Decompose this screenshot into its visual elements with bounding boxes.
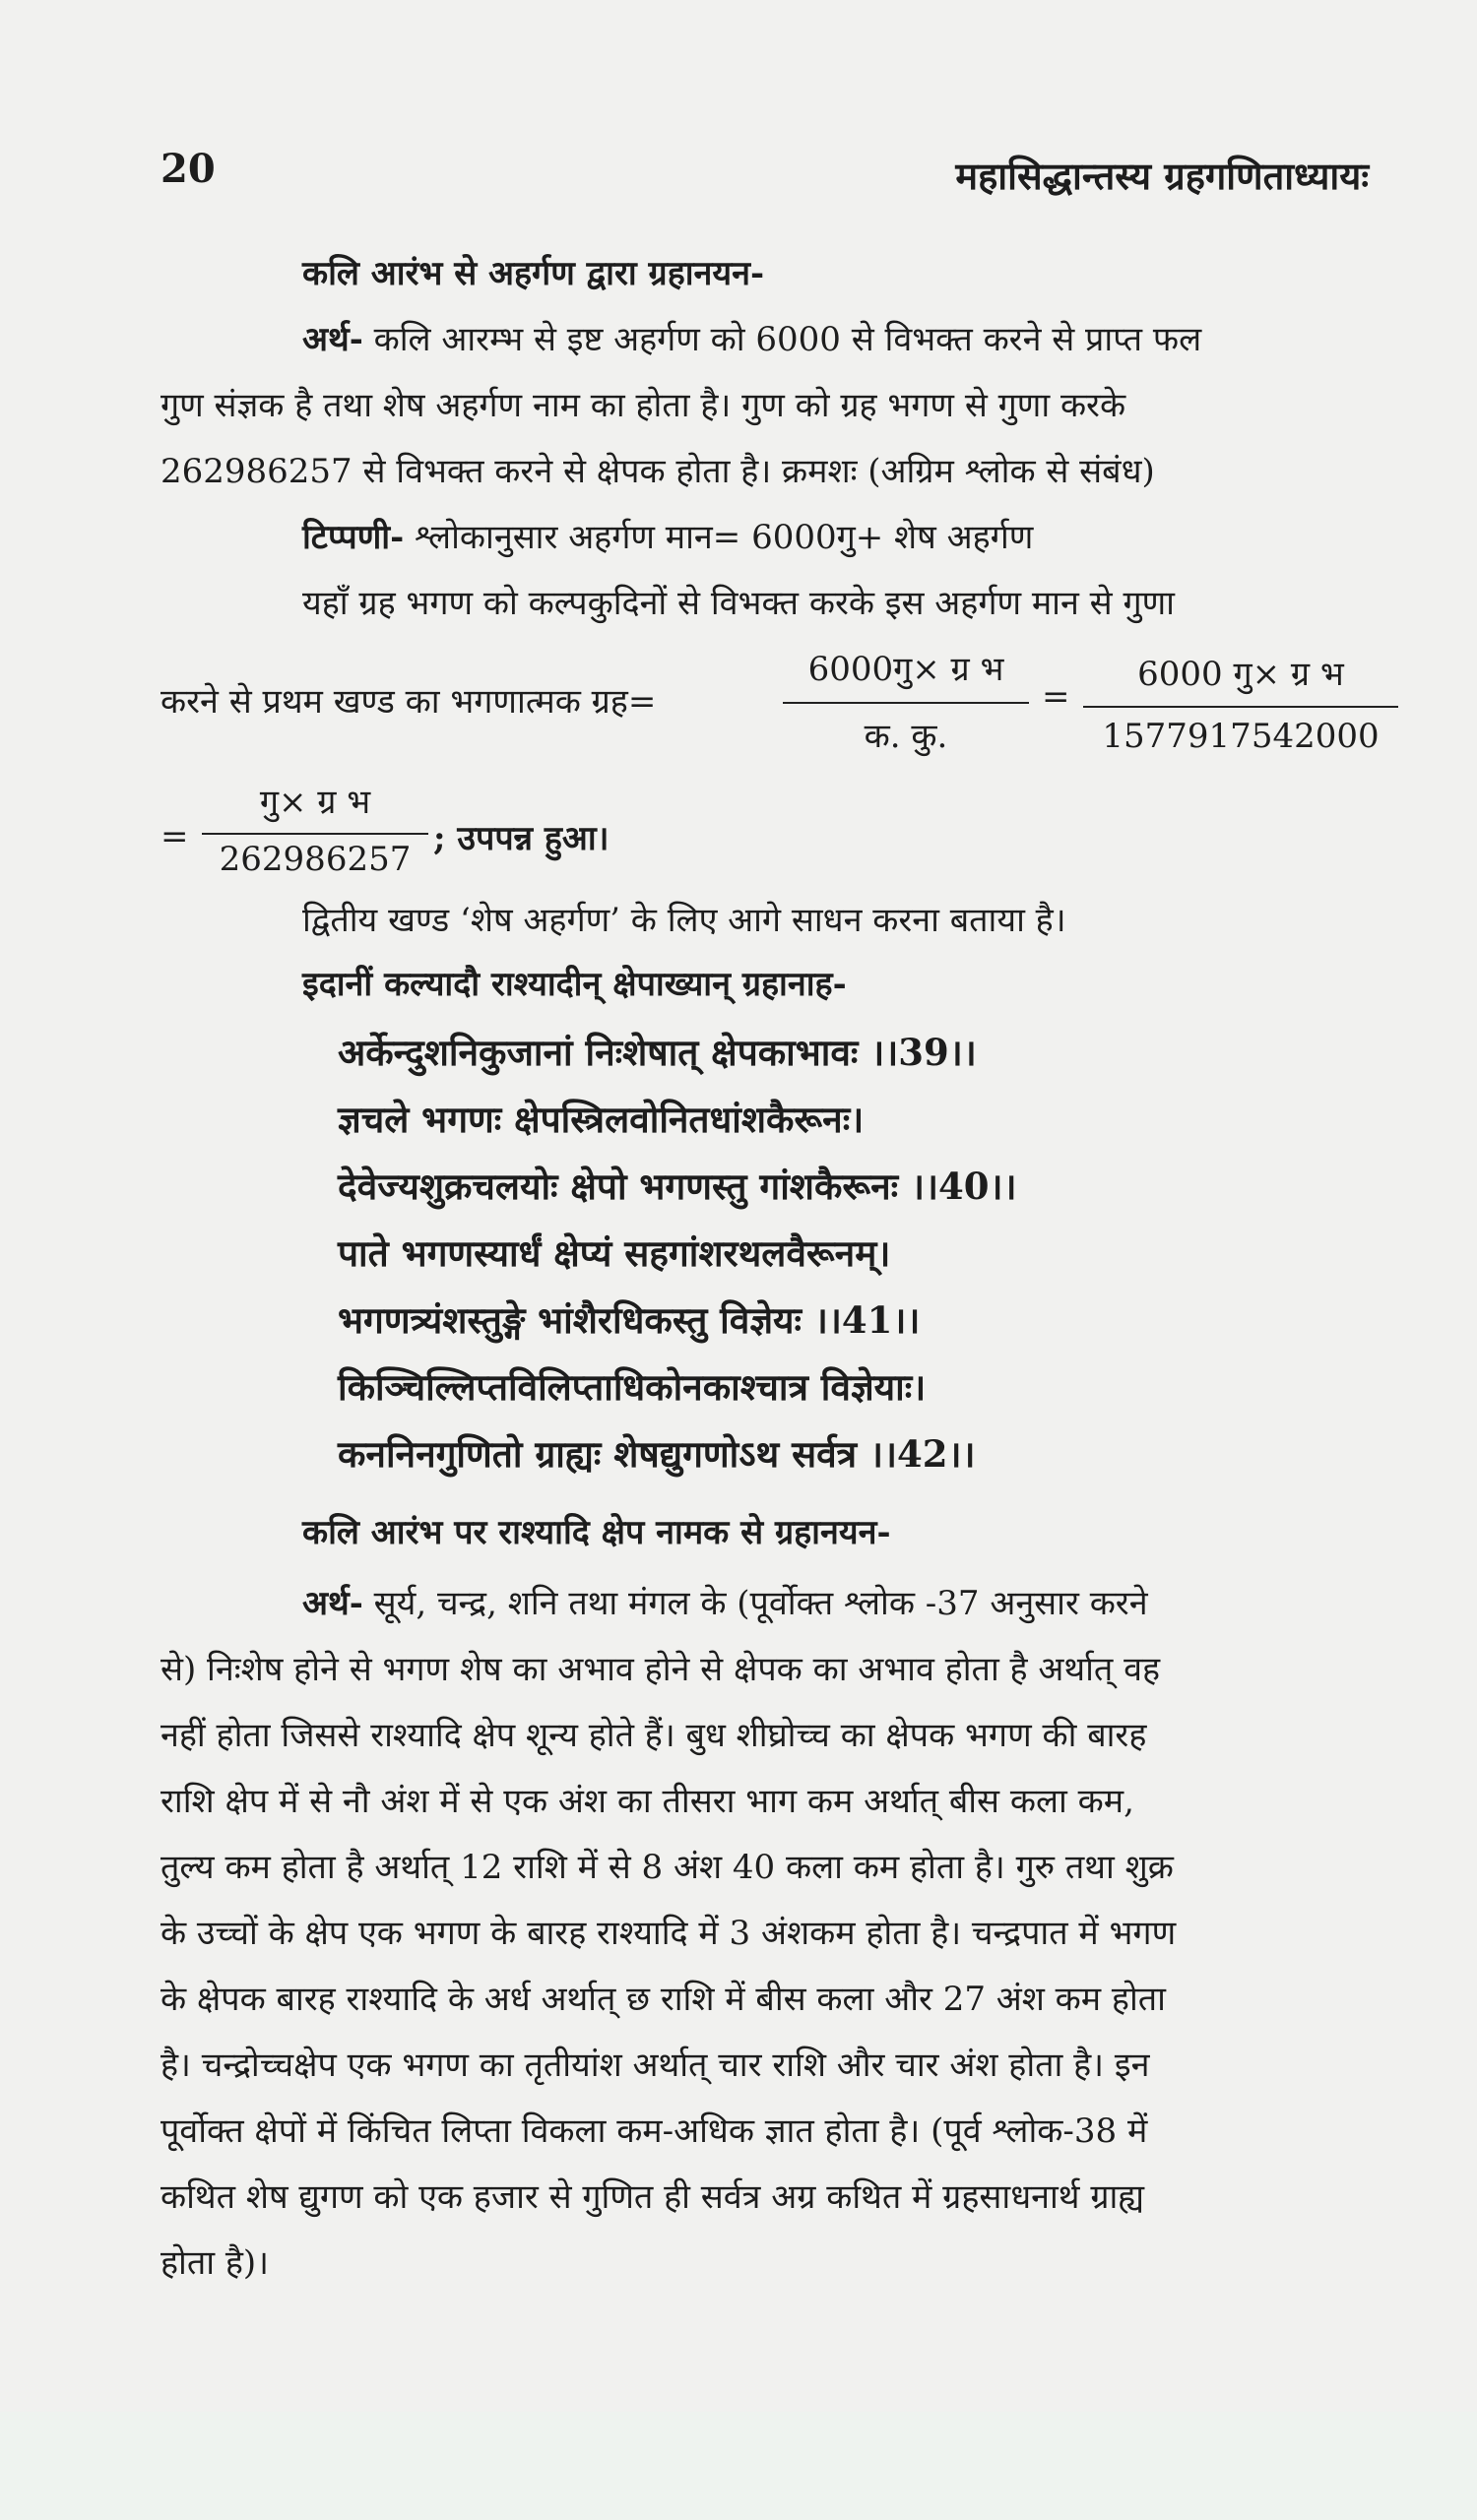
verse-line: ज्ञचले भगणः क्षेपस्त्रिलवोनितधांशकैरूनः।	[338, 1098, 865, 1141]
fraction-2-numerator: 6000 गु× ग्र भ	[1137, 655, 1344, 694]
equals-sign-2: =	[161, 817, 189, 856]
page-number: 20	[161, 146, 216, 192]
section-heading-1: कलि आरंभ से अहर्गण द्वारा ग्रहानयन-	[302, 254, 765, 293]
fraction-2-denominator: 1577917542000	[1102, 717, 1380, 756]
text: श्लोकानुसार अहर्गण मान= 6000गु+ शेष अहर्गण	[404, 518, 1034, 557]
fraction-2-bar	[1083, 706, 1398, 708]
verse-line: भगणत्र्यंशस्तुङ्गे भांशैरधिकस्तु विज्ञेयः ।।41।।	[338, 1298, 921, 1342]
artha-para-2-line: है। चन्द्रोच्चक्षेप एक भगण का तृतीयांश अर्थात् चार राशि और चार अंश होता है। इन	[161, 2046, 1150, 2085]
fraction-1-bar	[783, 702, 1029, 704]
artha-para-2-line: के उच्चों के क्षेप एक भगण के बारह राश्यादि में 3 अंशकम होता है। चन्द्रपात में भगण	[161, 1914, 1177, 1953]
artha-para-1-line-1	[302, 320, 1401, 360]
dvitiya-line: द्वितीय खण्ड ‘शेष अहर्गण’ के लिए आगे साधन करना बताया है।	[302, 901, 1066, 940]
artha-para-1-line-2: गुण संज्ञक है तथा शेष अहर्गण नाम का होता है। गुण को ग्रह भगण से गुणा करके	[161, 386, 1126, 425]
artha-para-1-line-3: 262986257 से विभक्त करने से क्षेपक होता है। क्रमशः (अग्रिम श्लोक से संबंध)	[161, 452, 1155, 491]
text: सूर्य, चन्द्र, शनि तथा मंगल के (पूर्वोक्त श्लोक -37 अनुसार करने	[362, 1584, 1148, 1623]
artha-label: अर्थ-	[302, 320, 363, 359]
tippani-line-2: यहाँ ग्रह भगण को कल्पकुदिनों से विभक्त करके इस अहर्गण मान से गुणा	[302, 584, 1175, 623]
artha-para-2-line	[302, 1584, 1401, 1624]
artha-para-2-line: कथित शेष द्युगण को एक हजार से गुणित ही सर्वत्र अग्र कथित में ग्रहसाधनार्थ ग्राह्य	[161, 2177, 1145, 2217]
fraction-1-denominator: क. कु.	[864, 717, 948, 756]
section-heading-2: कलि आरंभ पर राश्यादि क्षेप नामक से ग्रहानयन-	[302, 1513, 891, 1552]
running-title: महासिद्धान्तस्य ग्रहगणिताध्यायः	[955, 154, 1369, 198]
verse-intro: इदानीं कल्यादौ राश्यादीन् क्षेपाख्यान् ग्रहानाह-	[302, 965, 847, 1004]
artha-para-2-line: होता है)।	[161, 2243, 270, 2283]
artha-para-2-line: तुल्य कम होता है अर्थात् 12 राशि में से 8 अंश 40 कला कम होता है। गुरु तथा शुक्र	[161, 1848, 1174, 1887]
fraction-3-bar	[202, 833, 428, 835]
page-header	[161, 146, 1369, 205]
formula-suffix: ; उपपन्न हुआ।	[433, 819, 610, 858]
verse-line: किञ्चिल्लिप्तविलिप्ताधिकोनकाश्चात्र विज्ञेयाः।	[338, 1365, 927, 1409]
tippani-line-1	[302, 518, 1401, 558]
fraction-1-numerator: 6000गु× ग्र भ	[807, 650, 1004, 689]
artha-label: अर्थ-	[302, 1584, 363, 1623]
fraction-3-numerator: गु× ग्र भ	[259, 783, 371, 822]
artha-para-2-line: पूर्वोक्त क्षेपों में किंचित लिप्ता विकला कम-अधिक ज्ञात होता है। (पूर्व श्लोक-38 में	[161, 2111, 1148, 2151]
artha-para-2-line: राशि क्षेप में से नौ अंश में से एक अंश का तीसरा भाग कम अर्थात् बीस कला कम,	[161, 1782, 1134, 1821]
equals-sign-1: =	[1042, 677, 1070, 717]
text: कलि आरम्भ से इष्ट अहर्गण को 6000 से विभक्त करने से प्राप्त फल	[362, 320, 1202, 359]
fraction-3-denominator: 262986257	[219, 840, 412, 879]
verse-line: अर्केन्दुशनिकुजानां निःशेषात् क्षेपकाभावः ।।39।।	[338, 1031, 977, 1074]
artha-para-2-line: नहीं होता जिससे राश्यादि क्षेप शून्य होते हैं। बुध शीघ्रोच्च का क्षेपक भगण की बारह	[161, 1716, 1147, 1755]
artha-para-2-line: से) निःशेष होने से भगण शेष का अभाव होने से क्षेपक का अभाव होता है अर्थात् वह	[161, 1650, 1161, 1689]
formula-prefix: करने से प्रथम खण्ड का भगणात्मक ग्रह=	[161, 682, 657, 722]
verse-line: कननिनगुणितो ग्राह्यः शेषद्युगणोऽथ सर्वत्र ।।42।।	[338, 1432, 976, 1476]
verse-line: देवेज्यशुक्रचलयोः क्षेपो भगणस्तु गांशकैरूनः ।।40।।	[338, 1165, 1017, 1208]
verse-line: पाते भगणस्यार्धं क्षेप्यं सहगांशरथलवैरूनम्।	[338, 1231, 891, 1275]
artha-para-2-line: के क्षेपक बारह राश्यादि के अर्ध अर्थात् छ राशि में बीस कला और 27 अंश कम होता	[161, 1980, 1166, 2019]
tippani-label: टिप्पणी-	[302, 518, 405, 557]
page-bottom-margin	[0, 2412, 1477, 2520]
